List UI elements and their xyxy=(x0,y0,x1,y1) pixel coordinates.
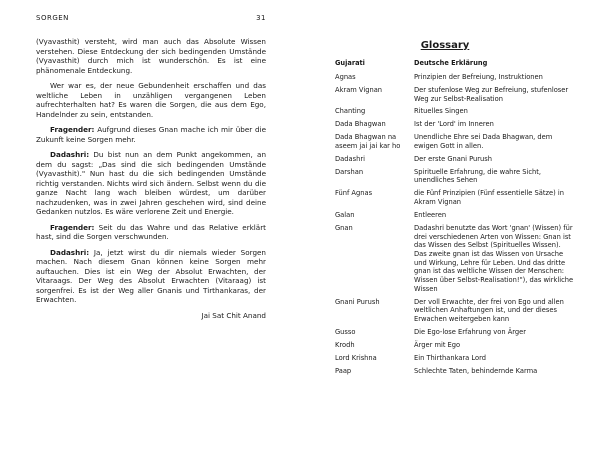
glossary-term: Gnan xyxy=(335,223,353,232)
glossary-term: Darshan xyxy=(335,167,364,176)
glossary-entry xyxy=(335,133,575,150)
glossary-term: Galan xyxy=(335,210,355,219)
glossary-definition: Dadashri benutzte das Wort 'gnan' (Wissen) für drei verschiedenen Arten von Wissen: Gnan ist das Wissen des Selbst (Spirituelles Wissen). Das zweite gnan ist das Wissen von Ursache und Wirkung, Lehre für Leben. Und das dritte gnan ist das weltliche Wissen der Menschen: Wissen über Selbst-Realisation!"), das wirkliche Wissen xyxy=(414,223,574,293)
paragraph: (Vyavasthit) versteht, wird man auch das Absolute Wissen verstehen. Diese Entdeckung der sich bedingenden Umstände (Vyavasthit) durch mich ist wunderschön. Es ist eine phänomenale Entdeckung. xyxy=(36,37,266,75)
glossary-definition: Entleeren xyxy=(414,210,447,219)
paragraph xyxy=(36,248,266,305)
glossary-entry xyxy=(335,341,575,350)
glossary-entry xyxy=(335,120,575,129)
glossary-entry xyxy=(335,107,575,116)
glossary-definition: Die Ego-lose Erfahrung von Ärger xyxy=(414,327,527,336)
glossary-definition: Prinzipien der Befreiung, Instruktionen xyxy=(414,73,543,81)
paragraph xyxy=(36,223,266,242)
paragraph xyxy=(36,150,266,217)
glossary-entry xyxy=(335,189,575,206)
glossary-entry xyxy=(335,86,575,103)
glossary-definition: Ärger mit Ego xyxy=(414,340,461,349)
speaker-label: Fragender: xyxy=(50,222,95,232)
speaker-label: Fragender: xyxy=(50,125,95,134)
glossary-entry xyxy=(335,328,575,337)
column-header-german: Deutsche Erklärung xyxy=(414,59,488,67)
speaker-label: Dadashri: xyxy=(50,150,90,159)
glossary-definition: die Fünf Prinzipien (Fünf essentielle Sätze) in Akram Vignan xyxy=(414,189,564,207)
paragraph: Wer war es, der neue Gebundenheit erschaffen und das weltliche Leben in unzähligen vergangenen Leben aufrechterhalten hat? Es waren die Sorgen, die aus dem Ego, Handelnder zu sein, entstanden. xyxy=(36,81,266,119)
glossary-term: Dada Bhagwan na aseem jai jai kar ho xyxy=(335,133,401,150)
glossary-title: Glossary xyxy=(420,40,470,51)
glossary-entry xyxy=(335,155,575,164)
running-header xyxy=(36,14,266,22)
glossary-definition: Ist der 'Lord' im Inneren xyxy=(414,120,494,129)
column-header-gujarati: Gujarati xyxy=(335,59,365,67)
glossary-definition: Unendliche Ehre sei Dada Bhagwan, dem ewigen Gott in allen. xyxy=(414,133,553,150)
glossary-definition: Spirituelle Erfahrung, die wahre Sicht, unendliches Sehen xyxy=(414,167,542,185)
glossary-term: Akram Vignan xyxy=(335,85,383,94)
glossary-term: Gnani Purush xyxy=(335,297,380,306)
glossary-entry xyxy=(335,298,575,324)
speech-text: Ja, jetzt wirst du dir niemals wieder Sorgen machen. Nach diesem Gnan können keine Sorgen mehr auftauchen. Dies ist ein Weg der Absolut Erwachten, der Vitaraags. Der Weg des Absolut Erwachten (Vitaraag) ist sorgenfrei. Es ist der Weg aller Gnanis und Tirthankaras, der Erwachten. xyxy=(36,247,266,304)
paragraph xyxy=(36,125,266,144)
glossary-term: Lord Krishna xyxy=(335,353,377,362)
glossary-definition: Ein Thirthankara Lord xyxy=(414,353,486,362)
glossary-entry xyxy=(335,367,575,376)
body-text xyxy=(36,37,266,326)
glossary-entry xyxy=(335,211,575,220)
glossary-term: Chanting xyxy=(335,107,366,116)
speech-text: Seit du das Wahre und das Relative erklärt hast, sind die Sorgen verschwunden. xyxy=(36,222,266,241)
running-title: SORGEN xyxy=(36,14,69,22)
glossary-term: Gusso xyxy=(335,327,356,336)
glossary-definition: Der voll Erwachte, der frei von Ego und allen weltlichen Anhaftungen ist, und der dieses Erwachen weitergeben kann xyxy=(414,297,564,324)
speech-text: Aufgrund dieses Gnan mache ich mir über die Zukunft keine Sorgen mehr. xyxy=(36,125,266,144)
glossary-entry xyxy=(335,73,575,82)
right-page xyxy=(300,0,600,465)
glossary-term: Dada Bhagwan xyxy=(335,120,386,129)
glossary-definition: Rituelles Singen xyxy=(414,107,468,116)
glossary-term: Dadashri xyxy=(335,154,365,163)
signature: Jai Sat Chit Anand xyxy=(201,310,266,320)
glossary-entry xyxy=(335,168,575,185)
glossary-definition: Der erste Gnani Purush xyxy=(414,154,492,163)
glossary-entry xyxy=(335,224,575,294)
speech-text: Du bist nun an dem Punkt angekommen, an dem du sagst: „Das sind die sich bedingenden Umstände (Vyavasthit)." Nun hast du die sich bedingenden Umstände richtig verstanden. Nichts wird sich ändern. Selbst wenn du die ganze Nacht lang wach bleiben würdest, um darüber nachzudenken, was in zwei Jahren geschehen wird, sind deine Gedanken nutzlos. Es wäre verlorene Zeit und Energie. xyxy=(36,150,266,216)
glossary-entry xyxy=(335,354,575,363)
page-number: 31 xyxy=(256,14,266,22)
glossary-term: Agnas xyxy=(335,73,356,81)
glossary-term: Paap xyxy=(335,366,352,375)
glossary-definition: Schlechte Taten, behindernde Karma xyxy=(414,366,538,375)
speaker-label: Dadashri: xyxy=(50,247,90,257)
glossary-definition: Der stufenlose Weg zur Befreiung, stufenloser Weg zur Selbst-Realisation xyxy=(414,85,569,103)
glossary-term: Fünf Agnas xyxy=(335,189,373,198)
glossary-term: Krodh xyxy=(335,340,355,349)
glossary-list xyxy=(335,73,575,380)
